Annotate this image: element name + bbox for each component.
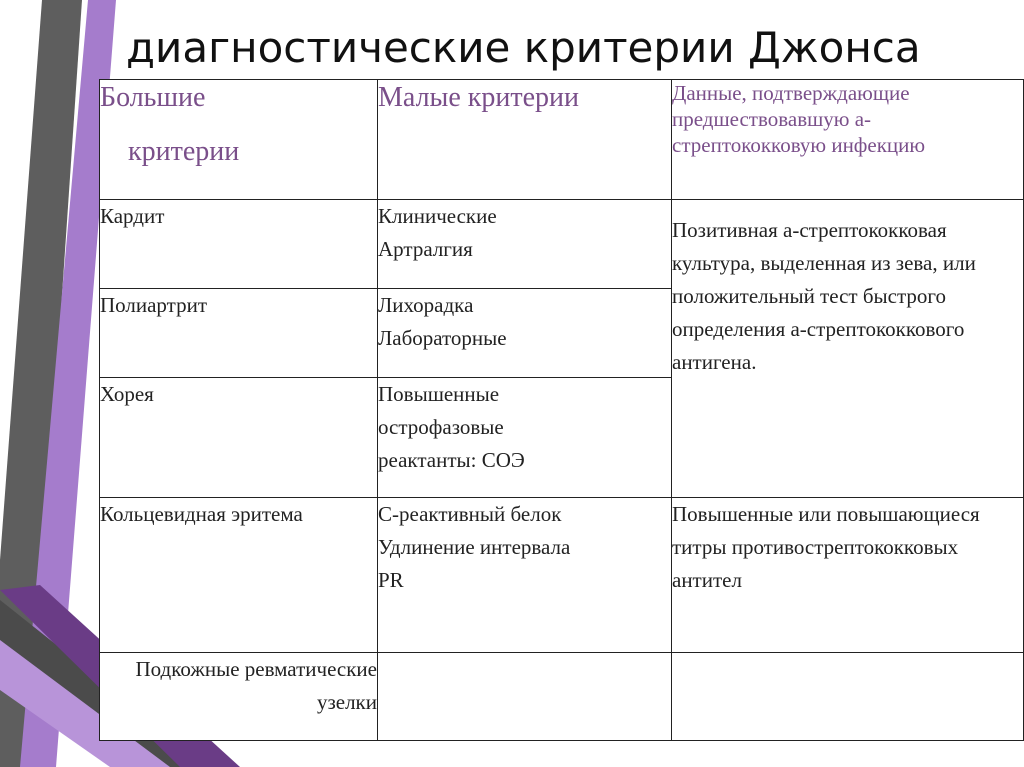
table-row: [100, 200, 1024, 289]
header-major-line2: критерии: [128, 136, 240, 167]
minor-line: Лихорадка: [378, 293, 474, 317]
major-criterion-cell: Подкожные ревматические узелки: [100, 653, 378, 741]
page-title: диагностические критерии Джонса: [126, 23, 921, 72]
major-criterion-cell: Кольцевидная эритема: [100, 498, 378, 653]
minor-criterion-cell: [378, 200, 672, 289]
minor-line: Лабораторные: [378, 326, 507, 350]
header-major-criteria: [100, 80, 378, 200]
minor-line: реактанты: СОЭ: [378, 448, 525, 472]
table-header-row: [100, 80, 1024, 200]
empty-cell: [672, 653, 1024, 741]
minor-line: Клинические: [378, 204, 497, 228]
minor-criterion-cell: [378, 498, 672, 653]
table-row: [100, 498, 1024, 653]
minor-line: Артралгия: [378, 237, 473, 261]
empty-cell: [378, 653, 672, 741]
minor-line: острофазовые: [378, 415, 504, 439]
major-criterion-cell: Хорея: [100, 378, 378, 498]
minor-line: Удлинение интервала: [378, 535, 571, 559]
header-evidence: Данные, подтверждающие предшествовавшую а-стрептококковую инфекцию: [672, 80, 1024, 200]
minor-criterion-cell: [378, 289, 672, 378]
minor-line: Повышенные: [378, 382, 500, 406]
major-criterion-cell: Полиартрит: [100, 289, 378, 378]
header-major-line1: Большие: [100, 82, 206, 113]
minor-line: С-реактивный белок: [378, 502, 562, 526]
minor-criterion-cell: [378, 378, 672, 498]
header-minor-criteria: Малые критерии: [378, 80, 672, 200]
major-criterion-cell: Кардит: [100, 200, 378, 289]
minor-line: PR: [378, 568, 404, 592]
table-row: [100, 653, 1024, 741]
jones-criteria-table: [99, 79, 1024, 741]
evidence-culture-cell: Позитивная а-стрептококковая культура, выделенная из зева, или положительный тест быстрого определения а-стрептококкового антигена.: [672, 200, 1024, 498]
evidence-titers-cell: Повышенные или повышающиеся титры противострептококковых антител: [672, 498, 1024, 653]
